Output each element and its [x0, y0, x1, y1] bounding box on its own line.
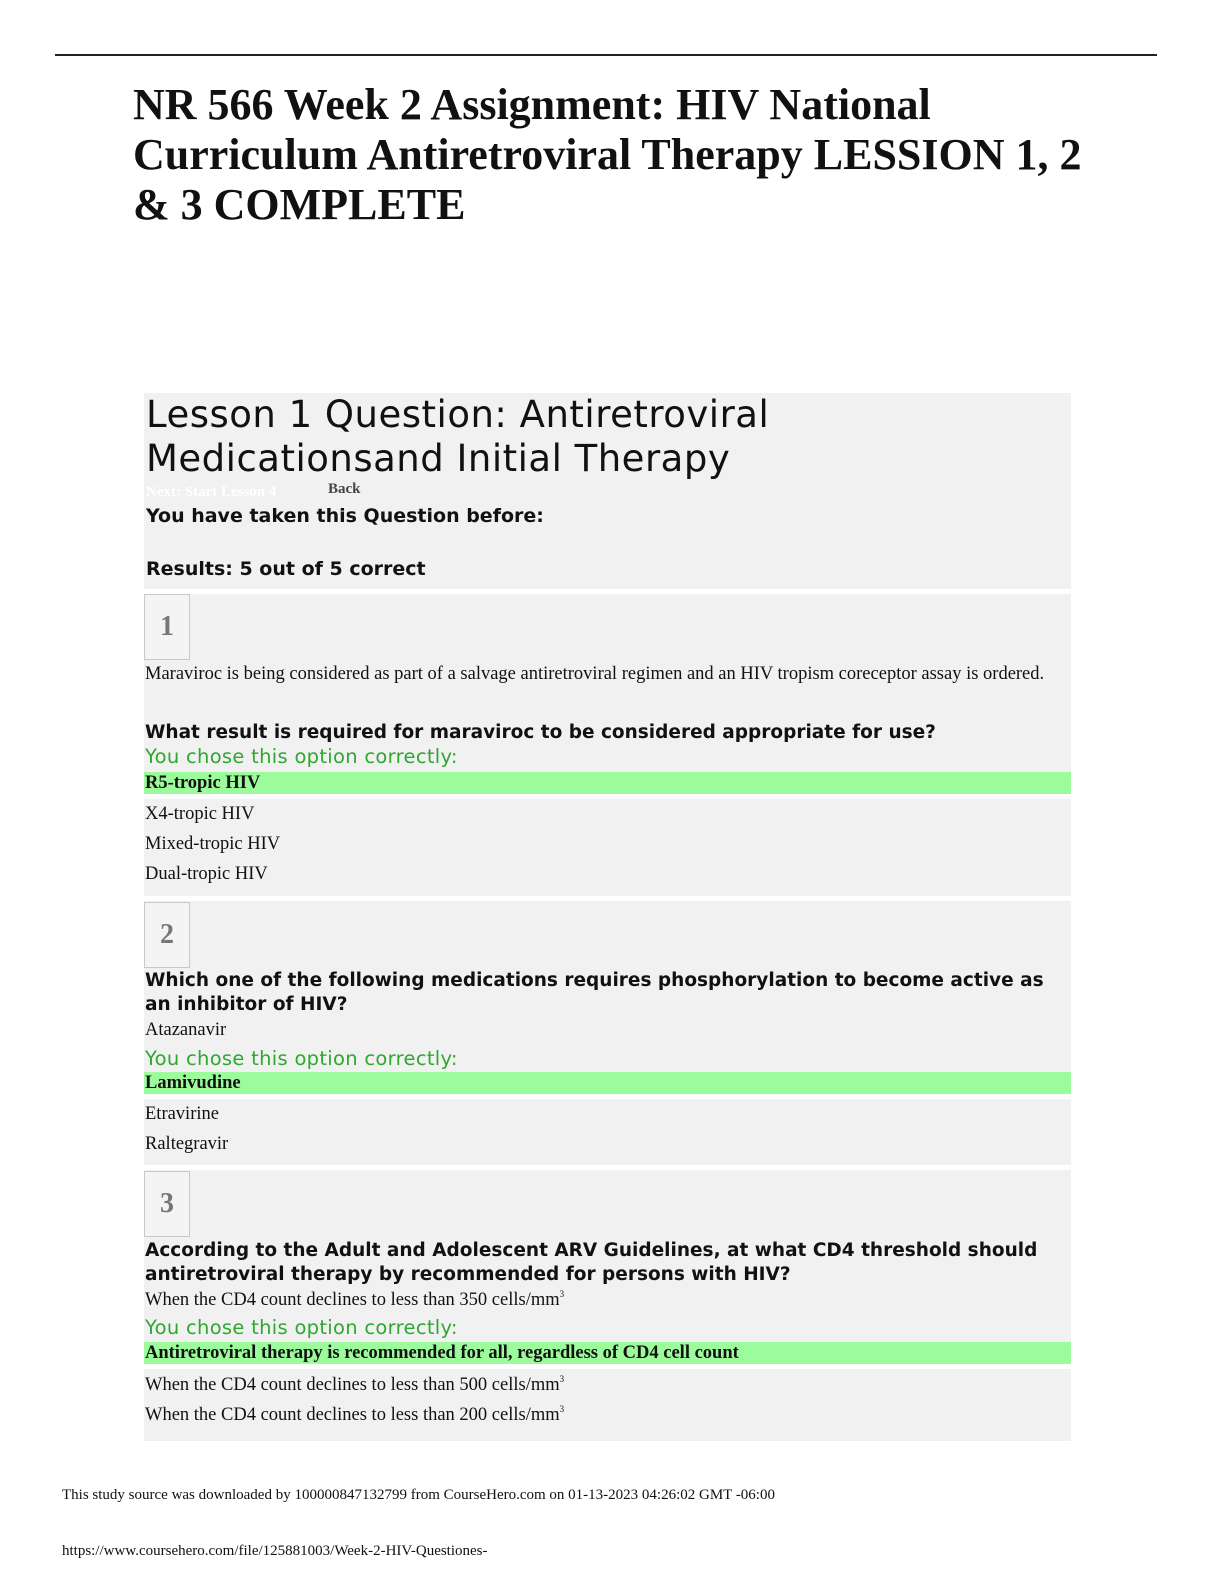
- lesson-title: Lesson 1 Question: Antiretroviral Medicationsand Initial Therapy: [146, 393, 770, 480]
- question-text: According to the Adult and Adolescent ARV Guidelines, at what CD4 threshold should antiretroviral therapy by recommended for persons with HIV?: [145, 1240, 1038, 1285]
- question-number-badge: 1: [144, 594, 190, 660]
- question-number-badge: 3: [144, 1171, 190, 1237]
- separator: [144, 794, 1071, 799]
- next-lesson-link[interactable]: Next: Start Lesson 4: [146, 484, 277, 500]
- lesson-panel: [144, 393, 1071, 1441]
- unit-superscript: 3: [559, 1289, 565, 1299]
- separator: [144, 896, 1071, 901]
- separator: [144, 1364, 1071, 1369]
- source-notice: This study source was downloaded by 100000847132799 from CourseHero.com on 01-13-2023 04:26:02 GMT -06:00: [62, 1487, 775, 1503]
- question-stem: Maraviroc is being considered as part of a salvage antiretroviral regimen and an HIV tropism coreceptor assay is ordered.: [145, 664, 1045, 684]
- question-text: Which one of the following medications requires phosphorylation to become active as an inhibitor of HIV?: [145, 970, 1044, 1015]
- taken-before-label: You have taken this Question before:: [146, 505, 544, 527]
- correct-answer[interactable]: Antiretroviral therapy is recommended for all, regardless of CD4 cell count: [144, 1342, 1071, 1364]
- answer-option-label: When the CD4 count declines to less than 350 cells/mm: [145, 1290, 560, 1310]
- document-title: NR 566 Week 2 Assignment: HIV National Curriculum Antiretroviral Therapy LESSION 1, 2 & 3 COMPLETE: [133, 80, 1082, 229]
- answer-option-label: When the CD4 count declines to less than 500 cells/mm: [145, 1375, 560, 1395]
- question-number-badge: 2: [144, 902, 190, 968]
- answer-option[interactable]: Mixed-tropic HIV: [145, 834, 281, 854]
- chose-correctly-label: You chose this option correctly:: [145, 745, 458, 768]
- answer-option[interactable]: [145, 1404, 564, 1426]
- unit-superscript: 3: [559, 1374, 565, 1384]
- answer-option-label: When the CD4 count declines to less than 200 cells/mm: [145, 1405, 560, 1425]
- answer-option[interactable]: Etravirine: [145, 1104, 219, 1124]
- unit-superscript: 3: [559, 1404, 565, 1414]
- answer-option[interactable]: X4-tropic HIV: [145, 804, 255, 824]
- separator: [144, 589, 1071, 594]
- answer-option[interactable]: Atazanavir: [145, 1020, 227, 1040]
- answer-option[interactable]: Raltegravir: [145, 1134, 229, 1154]
- correct-answer[interactable]: R5-tropic HIV: [144, 772, 1071, 794]
- answer-option[interactable]: Dual-tropic HIV: [145, 864, 268, 884]
- correct-answer[interactable]: Lamivudine: [144, 1072, 1071, 1094]
- chose-correctly-label: You chose this option correctly:: [145, 1047, 458, 1070]
- source-url[interactable]: https://www.coursehero.com/file/125881003/Week-2-HIV-Questiones-: [62, 1543, 488, 1559]
- back-link[interactable]: Back: [328, 481, 361, 497]
- separator: [144, 1094, 1071, 1099]
- top-rule: [55, 54, 1157, 56]
- question-text: What result is required for maraviroc to be considered appropriate for use?: [145, 722, 936, 743]
- separator: [144, 1165, 1071, 1170]
- results-summary: Results: 5 out of 5 correct: [146, 558, 426, 580]
- answer-option[interactable]: [145, 1289, 564, 1311]
- chose-correctly-label: You chose this option correctly:: [145, 1316, 458, 1339]
- answer-option[interactable]: [145, 1374, 564, 1396]
